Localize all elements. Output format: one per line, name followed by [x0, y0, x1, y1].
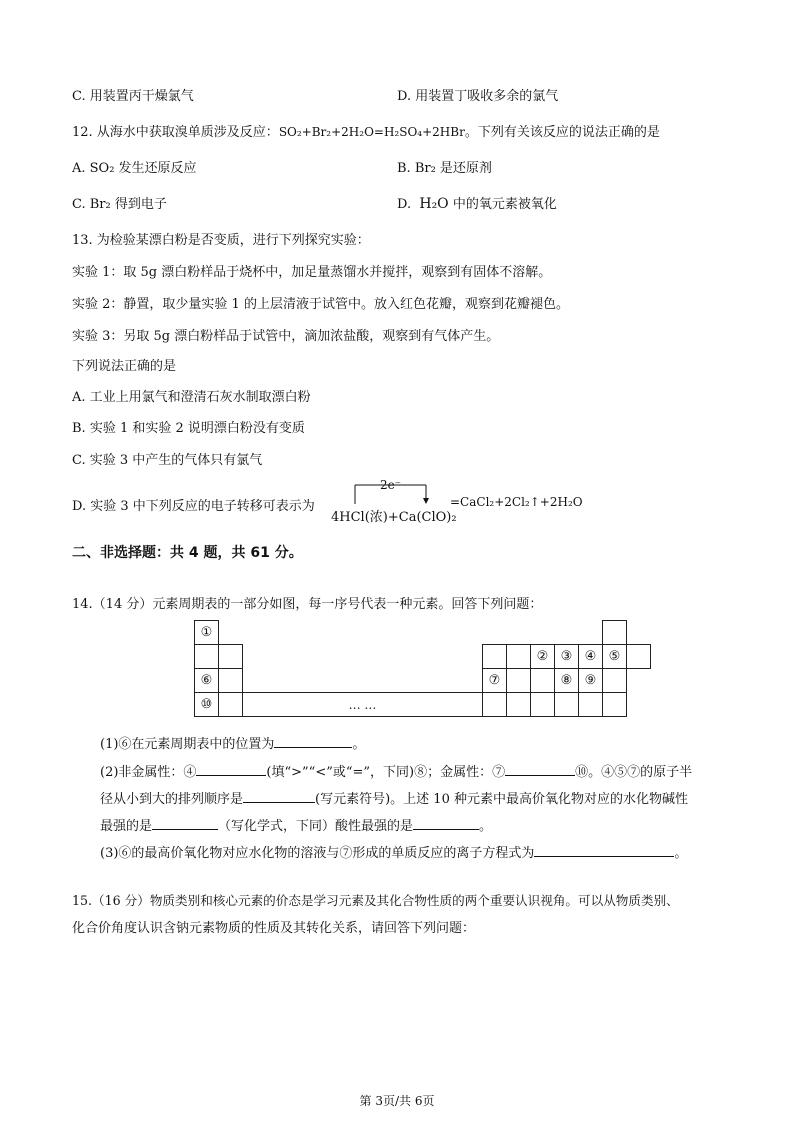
q12-option-d-formula: H₂O: [419, 196, 449, 212]
q14-part-2-text-c: ⑩。④⑤⑦的原子半: [575, 765, 693, 780]
pt-cell: [195, 645, 219, 669]
q13-experiment-2: 实验 2：静置，取少量实验 1 的上层清液于试管中。放入红色花瓣，观察到花瓣褪色。: [72, 297, 569, 312]
q12-option-a: A. SO₂ 发生还原反应: [72, 161, 197, 176]
periodic-table: [194, 620, 651, 717]
q14-part-1-end: 。: [352, 737, 366, 752]
pt-cell: [507, 645, 531, 669]
pt-cell-4: ④: [579, 645, 603, 669]
answer-blank[interactable]: [243, 789, 315, 803]
q14-part-3-end: 。: [674, 846, 688, 861]
q13-option-b: B. 实验 1 和实验 2 说明漂白粉没有变质: [72, 421, 305, 436]
pt-cell: [507, 669, 531, 693]
reaction-products: =CaCl₂+2Cl₂↑+2H₂O: [450, 495, 583, 509]
pt-cell: [579, 693, 603, 717]
q14-part-3: [100, 842, 687, 861]
pt-cell: [627, 645, 651, 669]
page-footer: 第 3页/共 6页: [359, 1094, 435, 1108]
q14-part-1-text: (1)⑥在元素周期表中的位置为: [100, 737, 275, 752]
q12-option-b: B. Br₂ 是还原剂: [397, 161, 492, 176]
q13-option-d: D. 实验 3 中下列反应的电子转移可表示为: [72, 499, 315, 514]
q14-part-2-text-a: (2)非金属性：④: [100, 765, 197, 780]
q14-part-2-text-f: 最强的是: [100, 819, 153, 834]
q15-stem-line-1: 15.（16 分）物质类别和核心元素的价态是学习元素及其化合物性质的两个重要认识视角。可以从物质类别、: [72, 893, 679, 908]
q13-stem: 13. 为检验某漂白粉是否变质，进行下列探究实验：: [72, 233, 370, 248]
pt-cell: [603, 669, 627, 693]
pt-cell-2: ②: [531, 645, 555, 669]
electron-count: 2e⁻: [380, 478, 402, 492]
pt-cell: [483, 645, 507, 669]
q14-part-2-text-g: （写化学式，下同）酸性最强的是: [218, 819, 414, 834]
q14-part-2-line-3: [100, 815, 492, 834]
pt-cell: [219, 669, 243, 693]
answer-blank[interactable]: [274, 734, 352, 748]
section-heading: 二、非选择题：共 4 题，共 61 分。: [72, 545, 303, 561]
q12-equation: SO₂+Br₂+2H₂O=H₂SO₄+2HBr: [278, 125, 465, 139]
pt-cell-5: ⑤: [603, 645, 627, 669]
q13-prompt: 下列说法正确的是: [72, 359, 177, 374]
q12-option-d: [397, 193, 557, 212]
pt-cell: [219, 693, 243, 717]
q14-part-2-text-b: (填“>”“<”或“=”，下同)⑧；金属性：⑦: [266, 765, 506, 780]
pt-cell: [603, 693, 627, 717]
q14-part-1: [100, 733, 365, 752]
q13-option-a: A. 工业上用氯气和澄清石灰水制取漂白粉: [72, 390, 311, 405]
pt-cell: [507, 693, 531, 717]
q14-stem: 14.（14 分）元素周期表的一部分如图，每一序号代表一种元素。回答下列问题：: [72, 597, 543, 612]
pt-cell-1: ①: [195, 621, 219, 645]
reaction-reactants: 4HCl(浓)+Ca(ClO)₂: [331, 510, 457, 525]
pt-cell-9: ⑨: [579, 669, 603, 693]
q13-experiment-3: 实验 3：另取 5g 漂白粉样品于试管中，滴加浓盐酸，观察到有气体产生。: [72, 329, 500, 344]
q12-option-c: C. Br₂ 得到电子: [72, 197, 167, 212]
pt-cell-6: ⑥: [195, 669, 219, 693]
q14-part-2-text-h: 。: [479, 819, 493, 834]
q13-option-c: C. 实验 3 中产生的气体只有氯气: [72, 453, 263, 468]
answer-blank[interactable]: [196, 762, 266, 776]
answer-blank[interactable]: [505, 762, 575, 776]
pt-cell-8: ⑧: [555, 669, 579, 693]
answer-blank[interactable]: [534, 843, 674, 857]
q11-option-d: D. 用装置丁吸收多余的氯气: [397, 89, 559, 104]
q14-part-2-line-1: [100, 761, 692, 780]
q14-part-2-text-e: (写元素符号)。上述 10 种元素中最高价氧化物对应的水化物碱性: [315, 792, 688, 807]
q13-experiment-1: 实验 1：取 5g 漂白粉样品于烧杯中，加足量蒸馏水并搅拌，观察到有固体不溶解。: [72, 265, 552, 280]
pt-cell: [531, 693, 555, 717]
q12-stem: [72, 121, 660, 140]
q12-option-d-text: 中的氧元素被氧化: [452, 197, 557, 212]
q11-option-c: C. 用装置丙干燥氯气: [72, 89, 194, 104]
pt-cell: [219, 645, 243, 669]
q14-part-3-text: (3)⑥的最高价氧化物对应水化物的溶液与⑦形成的单质反应的离子方程式为: [100, 846, 535, 861]
pt-cell-he: [603, 621, 627, 645]
pt-cell-3: ③: [555, 645, 579, 669]
pt-cell: [531, 669, 555, 693]
q12-stem-tail: 。下列有关该反应的说法正确的是: [464, 125, 660, 140]
pt-transition-block: … …: [243, 693, 483, 717]
answer-blank[interactable]: [413, 816, 479, 830]
q15-stem-line-2: 化合价角度认识含钠元素物质的性质及其转化关系，请回答下列问题：: [72, 921, 476, 936]
pt-cell: [483, 693, 507, 717]
q12-stem-text: 12. 从海水中获取溴单质涉及反应：: [72, 125, 279, 140]
q12-option-d-label: D.: [397, 197, 412, 212]
pt-cell: [555, 693, 579, 717]
answer-blank[interactable]: [152, 816, 218, 830]
pt-cell-7: ⑦: [483, 669, 507, 693]
pt-cell-10: ⑩: [195, 693, 219, 717]
q14-part-2-line-2: [100, 788, 688, 807]
q14-part-2-text-d: 径从小到大的排列顺序是: [100, 792, 244, 807]
